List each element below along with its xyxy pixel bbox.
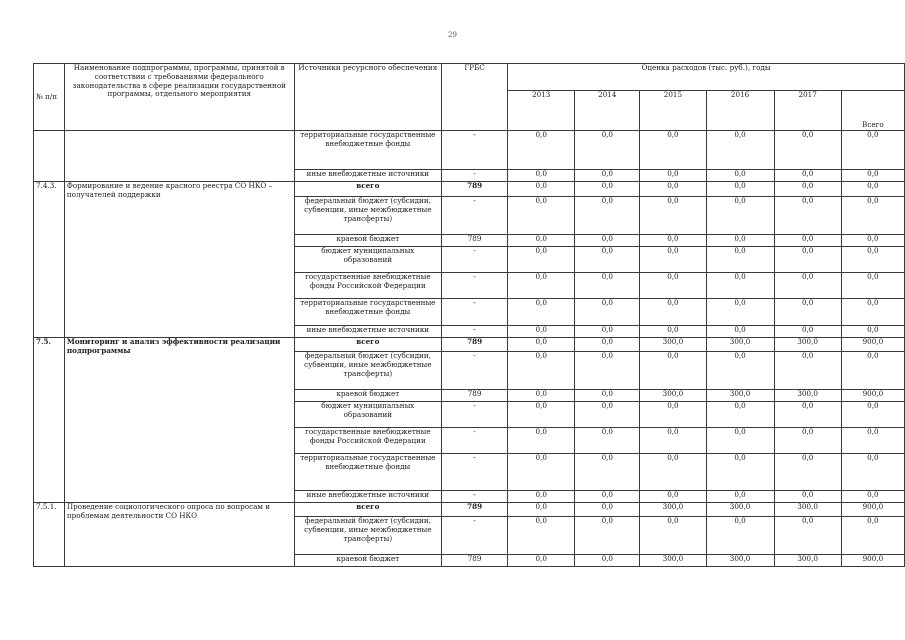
source-cell: территориальные государственные внебюджетные фонды [294,299,441,326]
grbs-cell: 789 [442,235,508,247]
value-cell: 0,0 [575,491,640,503]
total-cell: 0,0 [841,182,904,197]
header-source: Источники ресурсного обеспечения [294,64,441,131]
row-name: Мониторинг и анализ эффективности реализации подпрограммы [64,338,294,503]
value-cell: 0,0 [575,170,640,182]
value-cell: 0,0 [706,247,774,273]
total-cell: 0,0 [841,491,904,503]
total-cell: 0,0 [841,517,904,555]
value-cell: 0,0 [706,273,774,299]
value-cell: 0,0 [508,299,575,326]
value-cell: 0,0 [640,197,706,235]
row-name: Формирование и ведение красного реестра СО НКО – получателей поддержки [64,182,294,338]
grbs-cell: - [442,402,508,428]
value-cell: 300,0 [640,503,706,517]
value-cell: 0,0 [508,517,575,555]
source-cell: территориальные государственные внебюджетные фонды [294,454,441,491]
value-cell: 0,0 [640,247,706,273]
value-cell: 0,0 [508,247,575,273]
value-cell: 0,0 [508,352,575,390]
header-year: 2017 [774,91,841,131]
value-cell: 0,0 [575,517,640,555]
total-cell: 0,0 [841,326,904,338]
value-cell: 0,0 [508,197,575,235]
value-cell: 0,0 [508,454,575,491]
grbs-cell: - [442,247,508,273]
value-cell: 300,0 [774,503,841,517]
source-cell: федеральный бюджет (субсидии, субвенции, иные межбюджетные трансферты) [294,517,441,555]
value-cell: 0,0 [774,273,841,299]
value-cell: 0,0 [774,170,841,182]
source-cell: территориальные государственные внебюджетные фонды [294,131,441,170]
value-cell: 0,0 [575,299,640,326]
value-cell: 0,0 [774,517,841,555]
value-cell: 0,0 [575,273,640,299]
total-cell: 0,0 [841,402,904,428]
value-cell: 0,0 [640,402,706,428]
source-cell: бюджет муниципальных образований [294,247,441,273]
grbs-cell: 789 [442,338,508,352]
source-cell: краевой бюджет [294,555,441,567]
value-cell: 300,0 [774,338,841,352]
grbs-cell: 789 [442,503,508,517]
value-cell: 0,0 [706,517,774,555]
total-cell: 900,0 [841,338,904,352]
source-cell: краевой бюджет [294,235,441,247]
value-cell: 0,0 [774,247,841,273]
value-cell: 0,0 [575,131,640,170]
value-cell: 0,0 [774,182,841,197]
value-cell: 0,0 [575,390,640,402]
value-cell: 0,0 [706,197,774,235]
source-cell: всего [294,182,441,197]
grbs-cell: - [442,273,508,299]
grbs-cell: - [442,491,508,503]
total-cell: 0,0 [841,235,904,247]
value-cell: 0,0 [706,454,774,491]
value-cell: 300,0 [640,338,706,352]
source-cell: иные внебюджетные источники [294,491,441,503]
header-no: № п/п [34,64,65,131]
grbs-cell: 789 [442,390,508,402]
row-name: Проведение социологического опроса по вопросам и проблемам деятельности СО НКО [64,503,294,567]
value-cell: 0,0 [508,273,575,299]
grbs-cell: - [442,170,508,182]
budget-table [33,63,905,567]
value-cell: 0,0 [774,131,841,170]
value-cell: 0,0 [575,326,640,338]
value-cell: 0,0 [508,390,575,402]
row-number: 7.5. [34,338,65,503]
value-cell: 0,0 [640,454,706,491]
value-cell: 0,0 [706,402,774,428]
source-cell: федеральный бюджет (субсидии, субвенции, иные межбюджетные трансферты) [294,352,441,390]
total-cell: 0,0 [841,273,904,299]
source-cell: государственные внебюджетные фонды Российской Федерации [294,273,441,299]
header-year: 2015 [640,91,706,131]
value-cell: 0,0 [575,247,640,273]
value-cell: 300,0 [706,338,774,352]
value-cell: 0,0 [706,299,774,326]
value-cell: 0,0 [706,182,774,197]
value-cell: 300,0 [640,390,706,402]
page-number: 29 [448,31,457,39]
value-cell: 300,0 [706,390,774,402]
total-cell: 0,0 [841,170,904,182]
grbs-cell: - [442,299,508,326]
table-row [34,338,905,352]
header-grbs: ГРБС [442,64,508,131]
value-cell: 0,0 [575,428,640,454]
total-cell: 0,0 [841,197,904,235]
value-cell: 0,0 [774,454,841,491]
value-cell: 0,0 [640,299,706,326]
row-number: 7.4.3. [34,182,65,338]
grbs-cell: 789 [442,555,508,567]
grbs-cell: - [442,454,508,491]
grbs-cell: - [442,197,508,235]
value-cell: 0,0 [774,352,841,390]
grbs-cell: - [442,352,508,390]
value-cell: 0,0 [774,428,841,454]
source-cell: государственные внебюджетные фонды Российской Федерации [294,428,441,454]
row-name [64,131,294,182]
value-cell: 0,0 [706,491,774,503]
header-year: 2016 [706,91,774,131]
value-cell: 0,0 [575,338,640,352]
total-cell: 0,0 [841,352,904,390]
header-total: Всего [841,91,904,131]
value-cell: 0,0 [640,131,706,170]
grbs-cell: - [442,131,508,170]
header-year: 2014 [575,91,640,131]
total-cell: 0,0 [841,299,904,326]
header-estimate: Оценка расходов (тыс. руб.), годы [508,64,905,91]
source-cell: федеральный бюджет (субсидии, субвенции, иные межбюджетные трансферты) [294,197,441,235]
table-row [34,131,905,170]
value-cell: 300,0 [706,503,774,517]
value-cell: 0,0 [508,491,575,503]
value-cell: 0,0 [640,273,706,299]
value-cell: 0,0 [774,235,841,247]
grbs-cell: - [442,517,508,555]
value-cell: 0,0 [508,326,575,338]
value-cell: 300,0 [774,390,841,402]
grbs-cell: 789 [442,182,508,197]
total-cell: 0,0 [841,428,904,454]
source-cell: иные внебюджетные источники [294,170,441,182]
value-cell: 0,0 [508,170,575,182]
table-row [34,503,905,517]
value-cell: 0,0 [640,517,706,555]
source-cell: бюджет муниципальных образований [294,402,441,428]
source-cell: всего [294,503,441,517]
grbs-cell: - [442,326,508,338]
value-cell: 0,0 [640,170,706,182]
value-cell: 0,0 [508,428,575,454]
value-cell: 0,0 [508,235,575,247]
value-cell: 0,0 [508,338,575,352]
value-cell: 0,0 [508,402,575,428]
value-cell: 0,0 [640,352,706,390]
value-cell: 0,0 [575,197,640,235]
value-cell: 0,0 [575,235,640,247]
value-cell: 0,0 [774,299,841,326]
value-cell: 0,0 [508,503,575,517]
grbs-cell: - [442,428,508,454]
value-cell: 0,0 [575,402,640,428]
source-cell: краевой бюджет [294,390,441,402]
source-cell: иные внебюджетные источники [294,326,441,338]
table-row [34,182,905,197]
value-cell: 0,0 [706,235,774,247]
value-cell: 0,0 [706,170,774,182]
value-cell: 0,0 [706,352,774,390]
total-cell: 900,0 [841,390,904,402]
value-cell: 300,0 [640,555,706,567]
value-cell: 0,0 [706,326,774,338]
value-cell: 0,0 [575,182,640,197]
value-cell: 0,0 [706,131,774,170]
value-cell: 0,0 [575,503,640,517]
value-cell: 0,0 [640,235,706,247]
value-cell: 300,0 [774,555,841,567]
total-cell: 0,0 [841,131,904,170]
header-name: Наименование подпрограммы, программы, принятой в соответствии с требованиями федерального законодательства в сфере реализации государственной программы, отдельного мероприятия [64,64,294,131]
total-cell: 900,0 [841,555,904,567]
value-cell: 0,0 [774,402,841,428]
row-number [34,131,65,182]
row-number: 7.5.1. [34,503,65,567]
source-cell: всего [294,338,441,352]
value-cell: 0,0 [508,555,575,567]
header-year: 2013 [508,91,575,131]
value-cell: 0,0 [640,182,706,197]
value-cell: 0,0 [575,555,640,567]
value-cell: 0,0 [575,352,640,390]
value-cell: 0,0 [774,491,841,503]
value-cell: 0,0 [640,491,706,503]
total-cell: 0,0 [841,247,904,273]
total-cell: 0,0 [841,454,904,491]
value-cell: 0,0 [640,428,706,454]
value-cell: 0,0 [774,326,841,338]
value-cell: 0,0 [575,454,640,491]
value-cell: 300,0 [706,555,774,567]
value-cell: 0,0 [706,428,774,454]
value-cell: 0,0 [508,131,575,170]
value-cell: 0,0 [640,326,706,338]
total-cell: 900,0 [841,503,904,517]
value-cell: 0,0 [774,197,841,235]
value-cell: 0,0 [508,182,575,197]
